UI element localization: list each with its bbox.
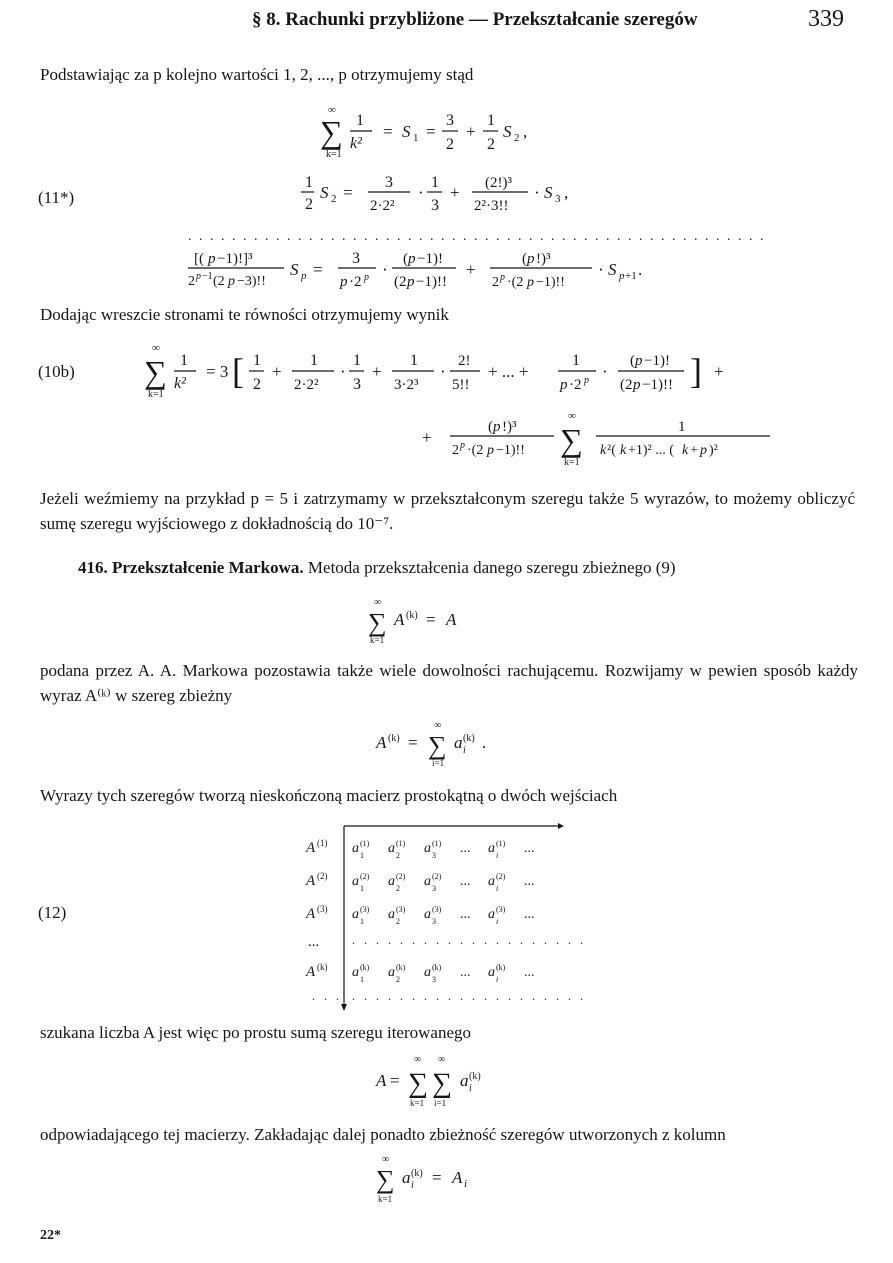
svg-text:2·2²: 2·2²	[370, 198, 395, 214]
svg-text:(2): (2)	[360, 872, 370, 881]
svg-text:3: 3	[431, 197, 439, 214]
svg-text:A: A	[446, 610, 457, 629]
svg-text:(2!)³: (2!)³	[485, 175, 512, 191]
svg-text:1: 1	[360, 975, 364, 984]
svg-text:=: =	[343, 183, 353, 202]
svg-text:[: [	[232, 351, 244, 391]
svg-text:p: p	[500, 272, 505, 283]
svg-text:∞: ∞	[328, 104, 336, 116]
svg-text:(1): (1)	[360, 839, 370, 848]
svg-text:p: p	[487, 443, 494, 458]
svg-text:i=1: i=1	[434, 1098, 447, 1108]
equation-label-12: (12)	[38, 903, 67, 922]
svg-text:3: 3	[432, 851, 436, 860]
svg-text:−1: −1	[202, 271, 213, 282]
svg-text:a: a	[388, 841, 395, 856]
svg-text:a: a	[460, 1071, 469, 1090]
svg-text:a: a	[352, 907, 359, 922]
svg-text:=: =	[390, 1071, 400, 1090]
svg-text:1: 1	[410, 352, 418, 369]
svg-text:...: ...	[524, 874, 535, 889]
svg-text:p: p	[560, 377, 568, 393]
svg-text:a: a	[424, 841, 431, 856]
svg-text:5!!: 5!!	[452, 377, 470, 393]
svg-text:A: A	[376, 733, 387, 752]
svg-text:S: S	[402, 122, 411, 141]
svg-text:·(2: ·(2	[467, 443, 484, 458]
svg-text:∞: ∞	[434, 720, 442, 731]
svg-text:=: =	[432, 1168, 442, 1187]
svg-text:a: a	[488, 841, 495, 856]
svg-text:p: p	[340, 274, 348, 290]
svg-text:...: ...	[460, 965, 471, 980]
svg-text:[(: [(	[194, 251, 204, 267]
svg-text:]: ]	[690, 351, 702, 391]
matrix-row-labels	[305, 838, 328, 980]
svg-text:∑: ∑	[144, 354, 167, 390]
svg-text:1: 1	[431, 174, 439, 191]
svg-text:k²: k²	[174, 375, 186, 392]
svg-text:p: p	[633, 377, 641, 393]
svg-text:+: +	[272, 362, 282, 381]
svg-text:+: +	[690, 443, 698, 458]
svg-text:(2): (2)	[432, 872, 442, 881]
svg-text:S: S	[608, 260, 617, 279]
svg-text:2: 2	[396, 975, 400, 984]
svg-text:·: ·	[534, 183, 540, 202]
svg-text:+1)² ... (: +1)² ... (	[628, 443, 674, 458]
svg-text:−1)!!: −1)!!	[496, 443, 525, 458]
svg-text:−1)!: −1)!	[417, 251, 443, 267]
svg-text:+: +	[450, 183, 460, 202]
svg-text:(: (	[403, 251, 408, 267]
svg-text:k²: k²	[350, 135, 362, 152]
row-label: A	[306, 840, 316, 856]
section-title: 416. Przekształcenie Markowa.	[78, 558, 304, 577]
svg-text:p: p	[527, 251, 535, 267]
svg-text:(3): (3)	[496, 905, 506, 914]
svg-text:2: 2	[331, 193, 337, 205]
eq10b-line2	[422, 410, 770, 468]
svg-text:(3): (3)	[396, 905, 406, 914]
svg-text:(2: (2	[213, 274, 225, 289]
svg-text:. . .: . . .	[312, 989, 342, 1003]
svg-text:∞: ∞	[374, 597, 382, 608]
svg-text:²(: ²(	[607, 443, 616, 458]
svg-text:∑: ∑	[408, 1068, 428, 1099]
svg-text:p: p	[619, 270, 625, 282]
svg-text:3: 3	[555, 193, 561, 205]
svg-text:p: p	[635, 353, 643, 369]
svg-text:3: 3	[432, 884, 436, 893]
equation-column-sum	[370, 1150, 520, 1208]
svg-text:(: (	[522, 251, 527, 267]
svg-text:∞: ∞	[152, 342, 160, 354]
svg-text:−1)!!: −1)!!	[536, 275, 565, 290]
svg-text:∑: ∑	[560, 422, 583, 458]
row-label-sup: (2)	[317, 871, 328, 881]
svg-text:i: i	[463, 745, 466, 756]
paragraph-2: Dodając wreszcie stronami te równości otrzymujemy wynik	[40, 305, 449, 324]
svg-text:3: 3	[385, 174, 393, 191]
svg-text:a: a	[352, 965, 359, 980]
svg-text:(k): (k)	[360, 963, 370, 972]
svg-text:·: ·	[598, 260, 604, 279]
svg-text:·: ·	[382, 260, 388, 279]
svg-text:S: S	[503, 122, 512, 141]
svg-text:1: 1	[487, 112, 495, 129]
svg-text:2: 2	[188, 274, 195, 289]
row-label: A	[306, 873, 316, 889]
running-head: § 8. Rachunki przybliżone — Przekształcanie szeregów	[252, 9, 698, 30]
svg-text:(k): (k)	[496, 963, 506, 972]
svg-text:3: 3	[446, 112, 454, 129]
svg-text:2: 2	[452, 443, 459, 458]
svg-text:a: a	[424, 874, 431, 889]
svg-text:−1)!]³: −1)!]³	[217, 251, 253, 267]
svg-text:a: a	[488, 965, 495, 980]
paragraph-1: Podstawiając za p kolejno wartości 1, 2, ..., p otrzymujemy stąd	[40, 65, 474, 84]
svg-text:(2: (2	[620, 377, 633, 393]
svg-text:A: A	[452, 1168, 463, 1187]
svg-text:·2: ·2	[349, 274, 362, 290]
svg-text:(2: (2	[394, 274, 407, 290]
svg-text:i: i	[496, 884, 499, 893]
svg-text:k=1: k=1	[326, 149, 342, 160]
svg-text:p: p	[364, 272, 369, 283]
equation-10b-block	[140, 335, 760, 475]
svg-text:a: a	[488, 874, 495, 889]
eq11-line2	[301, 174, 568, 214]
svg-text:1: 1	[572, 352, 580, 369]
svg-text:+ ... +: + ... +	[488, 362, 529, 381]
svg-text:1: 1	[253, 352, 261, 369]
svg-text:(1): (1)	[496, 839, 506, 848]
svg-text:a: a	[424, 907, 431, 922]
svg-text:p: p	[196, 271, 201, 282]
svg-text:(k): (k)	[411, 1168, 423, 1179]
svg-text:3: 3	[432, 917, 436, 926]
svg-text:+: +	[422, 428, 432, 447]
svg-text:p: p	[228, 274, 235, 289]
svg-text:=: =	[426, 610, 436, 629]
svg-text:∞: ∞	[438, 1054, 446, 1065]
svg-text:...: ...	[524, 841, 535, 856]
svg-text:!)³: !)³	[536, 251, 551, 267]
svg-text:=: =	[408, 733, 418, 752]
svg-text:,: ,	[564, 183, 569, 202]
svg-text:1: 1	[413, 132, 419, 144]
svg-text:i: i	[469, 1083, 472, 1094]
svg-text:a: a	[388, 874, 395, 889]
svg-text:i: i	[464, 1178, 468, 1190]
svg-text:+: +	[372, 362, 382, 381]
svg-text:∑: ∑	[428, 731, 447, 760]
svg-text:)²: )²	[709, 443, 718, 458]
svg-text:∑: ∑	[320, 114, 343, 150]
section-text: Metoda przekształcenia danego szeregu zbieżnego (9)	[307, 558, 676, 577]
svg-text:S: S	[544, 183, 553, 202]
svg-text:∞: ∞	[382, 1154, 390, 1165]
svg-text:= 3: = 3	[206, 362, 229, 381]
svg-text:a: a	[388, 965, 395, 980]
svg-text:·: ·	[602, 362, 608, 381]
svg-text:1: 1	[305, 174, 313, 191]
svg-text:·2: ·2	[569, 377, 582, 393]
svg-text:+: +	[466, 122, 476, 141]
svg-text:(1): (1)	[432, 839, 442, 848]
svg-text:+: +	[466, 260, 476, 279]
svg-text:=: =	[426, 122, 436, 141]
svg-text:i: i	[411, 1180, 414, 1191]
svg-text:(k): (k)	[406, 610, 418, 621]
svg-text:2: 2	[253, 376, 261, 393]
svg-text:i: i	[496, 975, 499, 984]
equation-A-k	[370, 718, 530, 773]
page-number: 339	[808, 6, 844, 32]
svg-text:a: a	[352, 874, 359, 889]
eq11-dots: . . . . . . . . . . . . . . . . . . . . . . . . . . . . . . . . . . . . . . . . . . . . . . . . . . . . .	[188, 229, 766, 244]
svg-text:(k): (k)	[396, 963, 406, 972]
svg-text:2: 2	[396, 884, 400, 893]
svg-text:. . . . . . . . . . . . . . .: . . . . . . . . . . . . . . . . . . . .	[352, 933, 586, 947]
svg-text:1: 1	[678, 419, 686, 435]
svg-text:(3): (3)	[360, 905, 370, 914]
svg-text:k: k	[620, 443, 627, 458]
svg-text:p: p	[408, 251, 416, 267]
svg-text:(k): (k)	[463, 733, 475, 744]
equation-11-block	[180, 95, 766, 300]
svg-text:(2): (2)	[396, 872, 406, 881]
section-416-intro	[78, 555, 858, 580]
svg-text:S: S	[320, 183, 329, 202]
svg-text:·: ·	[440, 362, 446, 381]
svg-text:a: a	[454, 733, 463, 752]
svg-text:a: a	[388, 907, 395, 922]
svg-text:2: 2	[514, 132, 520, 144]
svg-text:(k): (k)	[469, 1071, 481, 1082]
matrix-12	[300, 818, 586, 1014]
svg-text:...: ...	[524, 965, 535, 980]
equation-sum-A	[360, 595, 510, 650]
svg-text:p: p	[527, 275, 534, 290]
svg-text:A: A	[376, 1071, 387, 1090]
svg-text:3: 3	[432, 975, 436, 984]
row-label-sup: (k)	[317, 962, 328, 972]
svg-text:a: a	[424, 965, 431, 980]
svg-text:...: ...	[460, 907, 471, 922]
svg-text:.: .	[638, 260, 643, 279]
svg-text:p: p	[208, 251, 216, 267]
svg-text:k=1: k=1	[148, 389, 164, 400]
svg-text:3·2³: 3·2³	[394, 377, 419, 393]
svg-text:2!: 2!	[458, 353, 471, 369]
paragraph-6: szukana liczba A jest więc po prostu sumą szeregu iterowanego	[40, 1023, 472, 1042]
svg-text:∞: ∞	[414, 1054, 422, 1065]
svg-text:1: 1	[353, 352, 361, 369]
svg-text:2: 2	[487, 136, 495, 153]
svg-text:1: 1	[180, 352, 188, 369]
svg-text:(k): (k)	[388, 733, 400, 744]
svg-text:2²·3!!: 2²·3!!	[474, 198, 509, 214]
svg-text:k=1: k=1	[370, 635, 385, 645]
row-label: A	[306, 964, 316, 980]
svg-text:...: ...	[460, 874, 471, 889]
svg-text:1: 1	[360, 851, 364, 860]
svg-text:(2): (2)	[496, 872, 506, 881]
equation-double-sum	[370, 1048, 530, 1116]
svg-text:a: a	[488, 907, 495, 922]
svg-text:−1)!!: −1)!!	[642, 377, 673, 393]
svg-text:(1): (1)	[396, 839, 406, 848]
svg-text:·: ·	[418, 183, 424, 202]
row-label: ...	[308, 934, 320, 950]
svg-text:3: 3	[353, 376, 361, 393]
svg-text:...: ...	[460, 841, 471, 856]
svg-text:2: 2	[305, 196, 313, 213]
svg-text:!)³: !)³	[502, 419, 517, 435]
svg-text:1: 1	[360, 917, 364, 926]
svg-text:1: 1	[360, 884, 364, 893]
paragraph-5: Wyrazy tych szeregów tworzą nieskończoną macierz prostokątną o dwóch wejściach	[40, 786, 618, 805]
svg-text:A: A	[394, 610, 405, 629]
svg-text:. . . . . . . . . . . . . . .: . . . . . . . . . . . . . . . . . . . .	[352, 989, 586, 1003]
svg-text:,: ,	[523, 122, 528, 141]
svg-text:−1)!!: −1)!!	[416, 274, 447, 290]
svg-text:p: p	[700, 443, 707, 458]
paragraph-7: odpowiadającego tej macierzy. Zakładając dalej ponadto zbieżność szeregów utworzonych z kolumn	[40, 1125, 726, 1144]
svg-text:+1: +1	[625, 270, 637, 282]
svg-text:(: (	[488, 419, 493, 435]
svg-text:1: 1	[356, 112, 364, 129]
svg-text:...: ...	[524, 907, 535, 922]
svg-text:∞: ∞	[568, 410, 576, 422]
paragraph-3: Jeżeli weźmiemy na przykład p = 5 i zatrzymamy w przekształconym szeregu także 5 wyrazów, to możemy obliczyć sumę szeregu wyjściowego z dokładnością do 10⁻⁷.	[40, 489, 855, 533]
svg-text:S: S	[290, 260, 299, 279]
equation-label-10b: (10b)	[38, 362, 75, 381]
svg-text:∑: ∑	[368, 608, 387, 637]
equation-label-11: (11*)	[38, 188, 75, 207]
svg-text:k=1: k=1	[410, 1098, 425, 1108]
svg-text:2: 2	[396, 851, 400, 860]
svg-text:(k): (k)	[432, 963, 442, 972]
svg-text:+: +	[714, 362, 724, 381]
svg-text:∑: ∑	[376, 1165, 395, 1194]
svg-text:2: 2	[396, 917, 400, 926]
svg-text:2: 2	[492, 275, 499, 290]
svg-text:=: =	[313, 260, 323, 279]
svg-text:.: .	[482, 733, 487, 752]
svg-text:k: k	[600, 443, 607, 458]
svg-text:i=1: i=1	[432, 758, 445, 768]
paragraph-4: podana przez A. A. Markowa pozostawia także wiele dowolności rachującemu. Rozwijamy w pewien sposób każdy wyraz A⁽ᵏ⁾ w szereg zbieżny	[40, 661, 858, 705]
eq11-line1	[320, 104, 527, 160]
svg-text:a: a	[352, 841, 359, 856]
svg-text:=: =	[383, 122, 393, 141]
svg-text:2·2²: 2·2²	[294, 377, 319, 393]
eq11-line3	[188, 250, 642, 290]
svg-text:p: p	[407, 274, 415, 290]
svg-text:·(2: ·(2	[507, 275, 524, 290]
signature-mark: 22*	[40, 1228, 61, 1243]
svg-text:a: a	[402, 1168, 411, 1187]
eq10b-line1	[144, 342, 724, 400]
svg-text:p: p	[493, 419, 501, 435]
svg-text:−1)!: −1)!	[644, 353, 670, 369]
svg-text:2: 2	[446, 136, 454, 153]
svg-text:p: p	[584, 375, 589, 386]
svg-text:∑: ∑	[432, 1068, 452, 1099]
svg-text:(3): (3)	[432, 905, 442, 914]
row-label-sup: (3)	[317, 904, 328, 914]
row-label-sup: (1)	[317, 838, 328, 848]
svg-text:1: 1	[310, 352, 318, 369]
svg-text:i: i	[496, 917, 499, 926]
svg-text:−3)!!: −3)!!	[237, 274, 266, 289]
svg-text:p: p	[301, 270, 307, 282]
svg-text:·: ·	[340, 362, 346, 381]
svg-text:3: 3	[352, 250, 360, 267]
svg-text:k: k	[682, 443, 689, 458]
svg-text:(: (	[630, 353, 635, 369]
row-label: A	[306, 906, 316, 922]
svg-text:k=1: k=1	[564, 457, 580, 468]
svg-text:k=1: k=1	[378, 1194, 393, 1204]
matrix-entries	[312, 839, 586, 1003]
svg-text:i: i	[496, 851, 499, 860]
svg-text:p: p	[460, 440, 465, 451]
